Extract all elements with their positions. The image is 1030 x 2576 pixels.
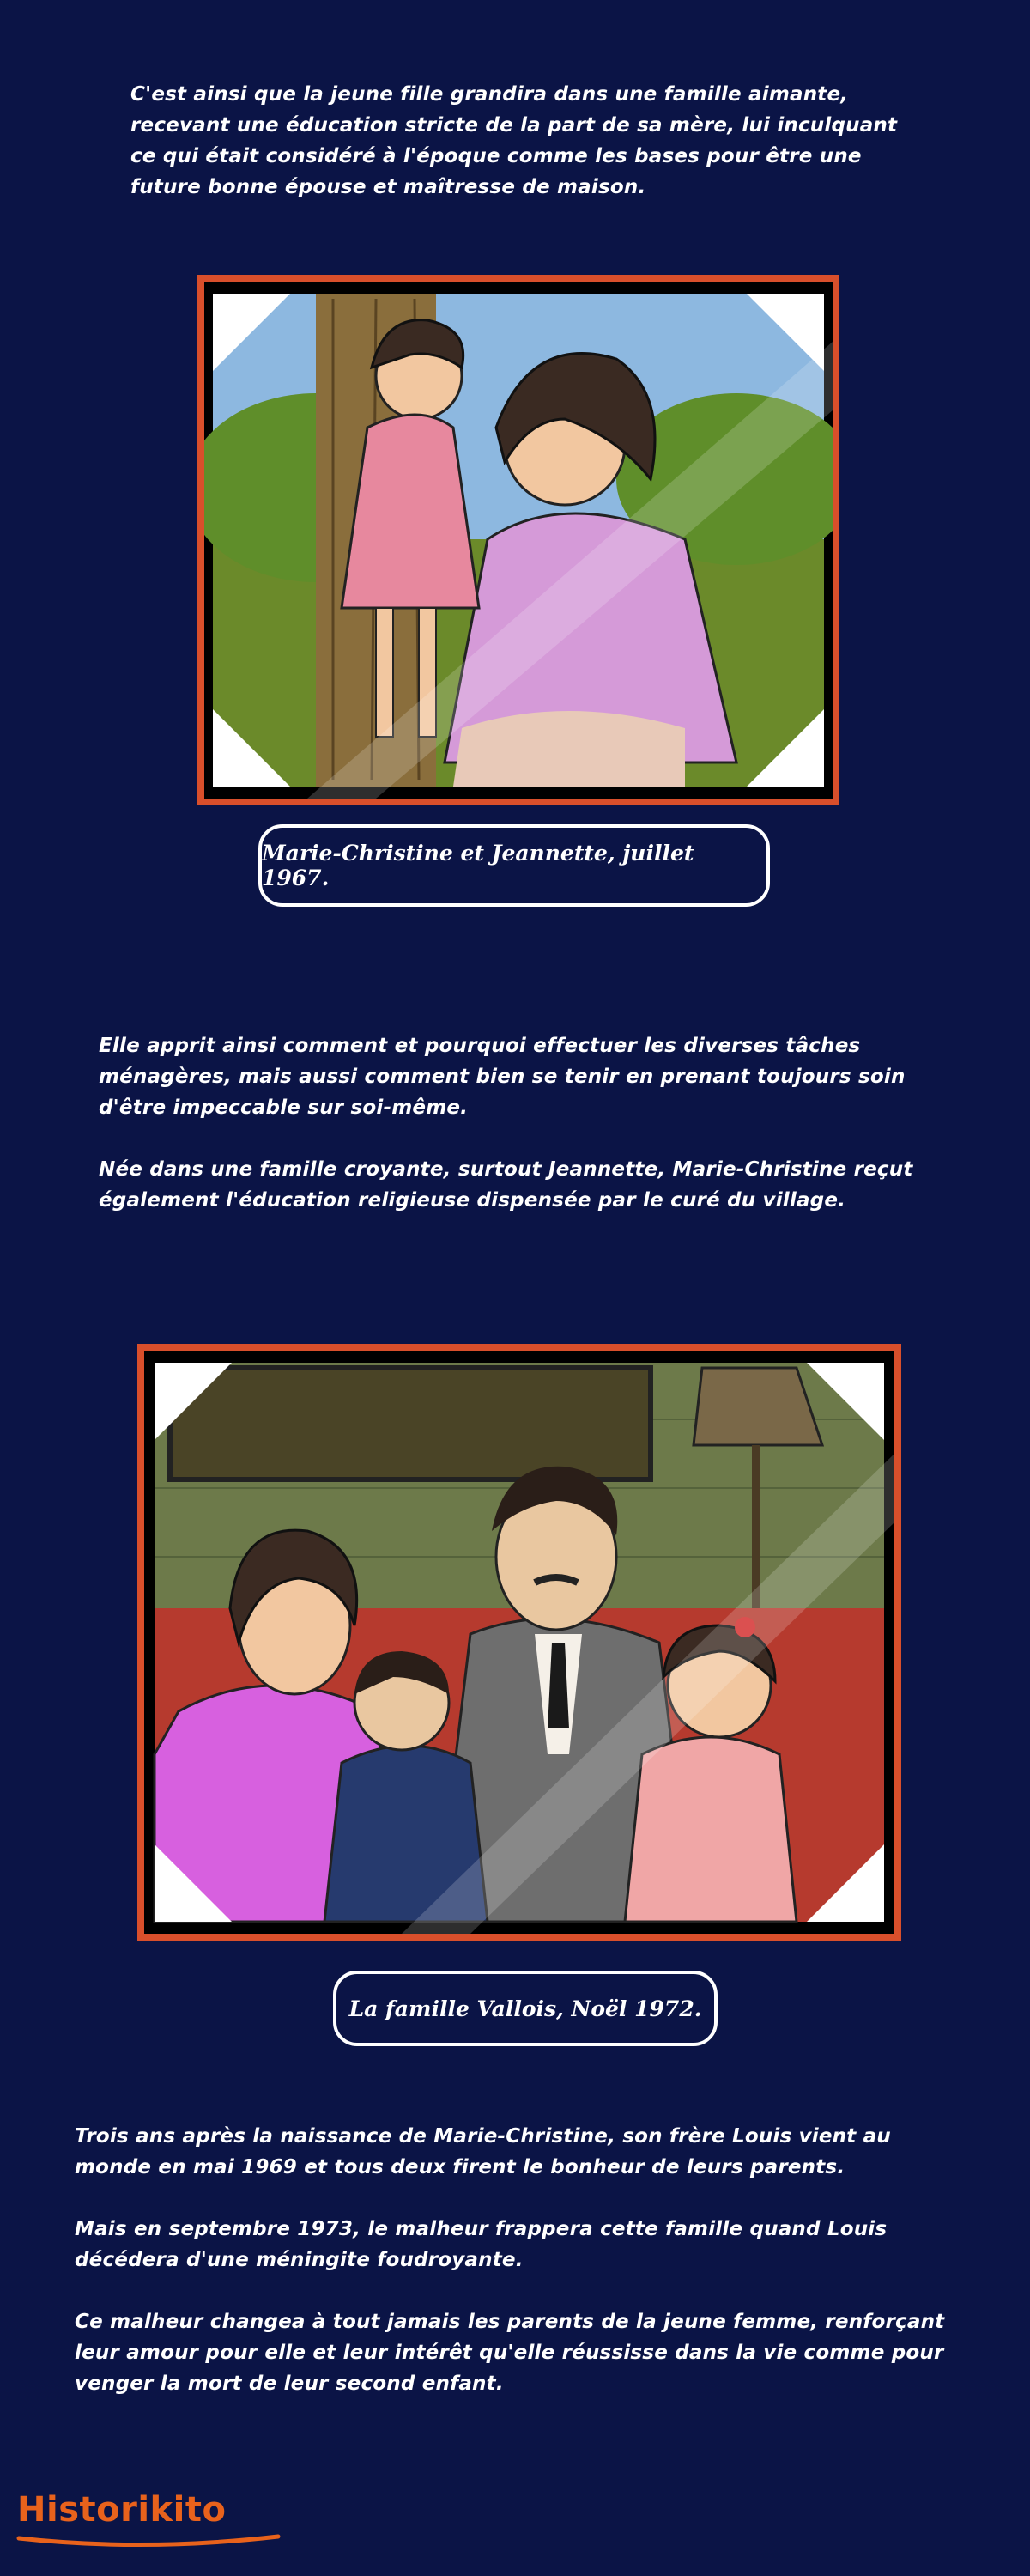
education-text-1: Elle apprit ainsi comment et pourquoi effectuer les diverses tâches ménagères, mais aussi comment bien se tenir en prenant toujours soin d'être impeccable sur soi-même. [99, 1035, 906, 1119]
photo-caption-2: La famille Vallois, Noël 1972. [333, 1971, 718, 2046]
intro-text: C'est ainsi que la jeune fille grandira dans une famille aimante, recevant une éducation stricte de la part de sa mère, lui inculquant ce qui était considéré à l'époque comme les bases pour être une future bonne épouse et maîtresse de maison. [130, 83, 898, 198]
photo-caption-1: Marie-Christine et Jeannette, juillet 1967. [258, 824, 770, 907]
intro-paragraph [130, 79, 920, 203]
photo-frame-family [137, 1344, 901, 1941]
education-text-2: Née dans une famille croyante, surtout Jeannette, Marie-Christine reçut également l'éducation religieuse dispensée par le curé du village. [99, 1158, 913, 1212]
story-text-3: Ce malheur changea à tout jamais les parents de la jeune femme, renforçant leur amour pour elle et leur intérêt qu'elle réussisse dans la vie comme pour venger la mort de leur second enfant. [75, 2311, 945, 2395]
story-text-2: Mais en septembre 1973, le malheur frappera cette famille quand Louis décédera d'une méningite foudroyante. [75, 2218, 888, 2271]
story-text-1: Trois ans après la naissance de Marie-Christine, son frère Louis vient au monde en mai 1969 et tous deux firent le bonheur de leurs parents. [75, 2125, 891, 2178]
logo-swoosh [15, 2533, 282, 2550]
historikito-logo[interactable]: Historikito [17, 2490, 227, 2530]
mother-daughter-illustration [204, 282, 833, 799]
education-paragraph [99, 1030, 957, 1216]
family-portrait-illustration [144, 1351, 894, 1934]
photo-frame-mother-daughter [197, 275, 839, 805]
story-paragraph [75, 2121, 967, 2399]
